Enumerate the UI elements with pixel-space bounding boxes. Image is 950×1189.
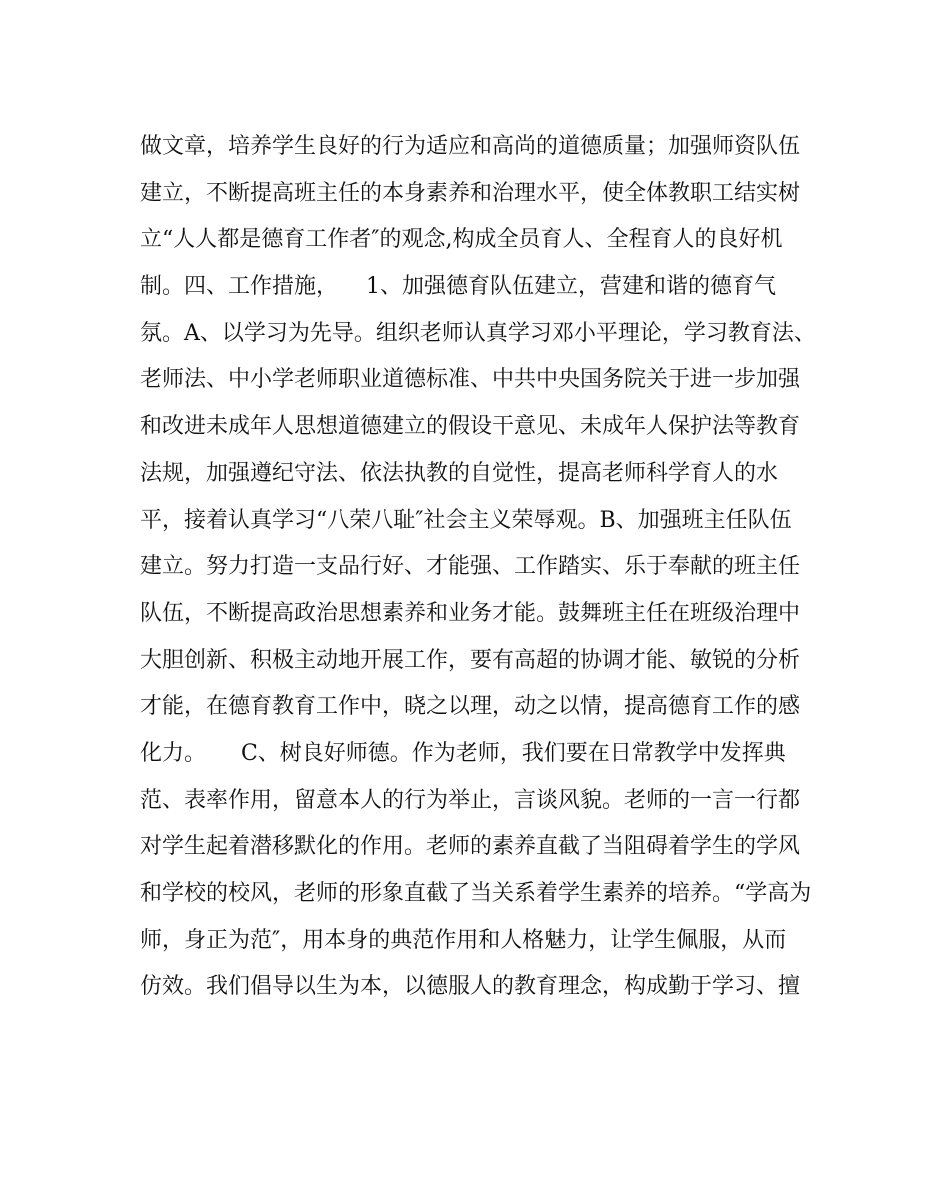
text-line: 化力。 C、树良好师德。作为老师，我们要在日常教学中发挥典 (140, 740, 786, 766)
text-line: 大胆创新、积极主动地开展工作，要有高超的协调才能、敏锐的分析 (140, 647, 801, 673)
text-line: 老师法、中小学老师职业道德标准、中共中央国务院关于进一步加强 (140, 367, 801, 393)
text-line: 仿效。我们倡导以生为本，以德服人的教育理念，构成勤于学习、擅 (140, 974, 801, 1000)
text-line: 队伍，不断提高政治思想素养和业务才能。鼓舞班主任在班级治理中 (140, 600, 801, 626)
text-line: 立“人人都是德育工作者″的观念,构成全员育人、全程育人的良好机 (140, 227, 783, 253)
text-line: 范、表率作用，留意本人的行为举止，言谈风貌。老师的一言一行都 (140, 787, 801, 813)
text-line: 制。四、工作措施， 1、加强德育队伍建立，营建和谐的德育气 (140, 274, 776, 300)
body-text (140, 124, 820, 1011)
text-line: 和改进未成年人思想道德建立的假设干意见、未成年人保护法等教育 (140, 414, 801, 440)
text-line: 和学校的校风，老师的形象直截了当关系着学生素养的培养。“学高为 (140, 881, 812, 906)
text-line: 建立。努力打造一支品行好、才能强、工作踏实、乐于奉献的班主任 (140, 554, 801, 580)
text-line: 平，接着认真学习“八荣八耻″社会主义荣辱观。B、加强班主任队伍 (140, 507, 792, 533)
text-line: 法规，加强遵纪守法、依法执教的自觉性，提高老师科学育人的水 (140, 460, 779, 486)
text-line: 做文章，培养学生良好的行为适应和高尚的道德质量；加强师资队伍 (140, 134, 801, 159)
text-line: 才能，在德育教育工作中，晓之以理，动之以情，提高德育工作的感 (140, 694, 801, 720)
text-line: 对学生起着潜移默化的作用。老师的素养直截了当阻碍着学生的学风 (140, 834, 801, 860)
text-line: 师，身正为范″，用本身的典范作用和人格魅力，让学生佩服，从而 (140, 927, 787, 953)
text-line: 建立，不断提高班主任的本身素养和治理水平，使全体教职工结实树 (140, 180, 801, 206)
text-line: 氛。A、以学习为先导。组织老师认真学习邓小平理论，学习教育法、 (140, 320, 816, 346)
